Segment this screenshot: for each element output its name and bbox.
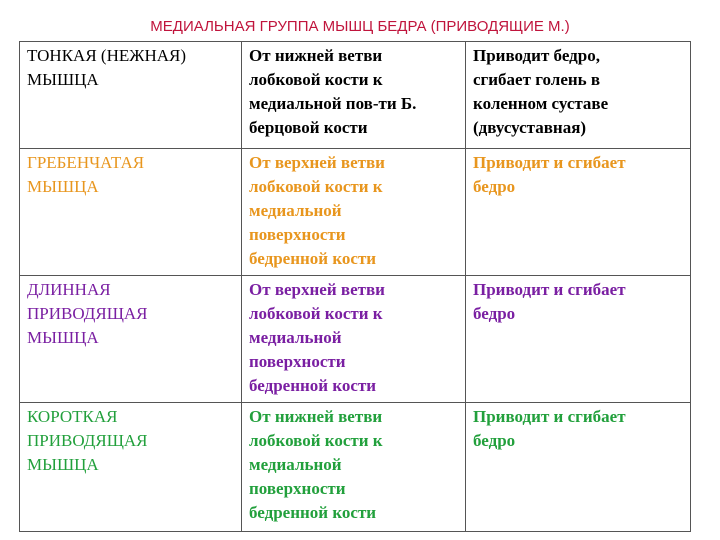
cell-line: бедро [473,431,516,450]
cell-line: бедренной кости [249,503,377,522]
cell-line: МЫШЦА [27,70,99,89]
cell-line: МЫШЦА [27,455,99,474]
page-title: МЕДИАЛЬНАЯ ГРУППА МЫШЦ БЕДРА (ПРИВОДЯЩИЕ М.) [150,18,570,35]
cell-line: поверхности [249,225,346,244]
origin-insertion-cell [242,403,466,532]
muscle-name-cell [20,149,242,276]
cell-line: От нижней ветви [249,46,383,65]
cell-line: медиальной [249,328,342,347]
cell-line: Приводит бедро, [473,46,600,65]
table-row [20,276,691,403]
cell-line: медиальной [249,201,342,220]
cell-line: лобковой кости к [249,431,383,450]
cell-line: МЫШЦА [27,328,99,347]
table-row [20,149,691,276]
action-cell [466,149,691,276]
action-cell [466,403,691,532]
cell-line: лобковой кости к [249,304,383,323]
cell-line: поверхности [249,352,346,371]
muscle-table [19,41,691,532]
cell-line: медиальной [249,455,342,474]
muscle-name-cell [20,276,242,403]
cell-line: ТОНКАЯ (НЕЖНАЯ) [27,46,187,65]
cell-line: МЫШЦА [27,177,99,196]
cell-line: Приводит и сгибает [473,280,626,299]
cell-line: КОРОТКАЯ [27,407,118,426]
cell-line: лобковой кости к [249,177,383,196]
table-row [20,42,691,149]
cell-line: От нижней ветви [249,407,383,426]
origin-insertion-cell [242,42,466,149]
cell-line: ГРЕБЕНЧАТАЯ [27,153,145,172]
cell-line: От верхней ветви [249,153,385,172]
origin-insertion-cell [242,276,466,403]
table-row [20,403,691,532]
action-cell [466,42,691,149]
origin-insertion-cell [242,149,466,276]
cell-line: ПРИВОДЯЩАЯ [27,431,148,450]
cell-line: лобковой кости к [249,70,383,89]
cell-line: Приводит и сгибает [473,153,626,172]
cell-line: бедренной кости [249,249,377,268]
cell-line: бедро [473,177,516,196]
cell-line: (двусуставная) [473,118,587,137]
cell-line: коленном суставе [473,94,609,113]
cell-line: берцовой кости [249,118,368,137]
cell-line: ДЛИННАЯ [27,280,111,299]
cell-line: медиальной пов-ти Б. [249,94,417,113]
cell-line: Приводит и сгибает [473,407,626,426]
cell-line: От верхней ветви [249,280,385,299]
cell-line: бедро [473,304,516,323]
cell-line: поверхности [249,479,346,498]
cell-line: бедренной кости [249,376,377,395]
muscle-name-cell [20,403,242,532]
muscle-name-cell [20,42,242,149]
cell-line: сгибает голень в [473,70,601,89]
action-cell [466,276,691,403]
cell-line: ПРИВОДЯЩАЯ [27,304,148,323]
